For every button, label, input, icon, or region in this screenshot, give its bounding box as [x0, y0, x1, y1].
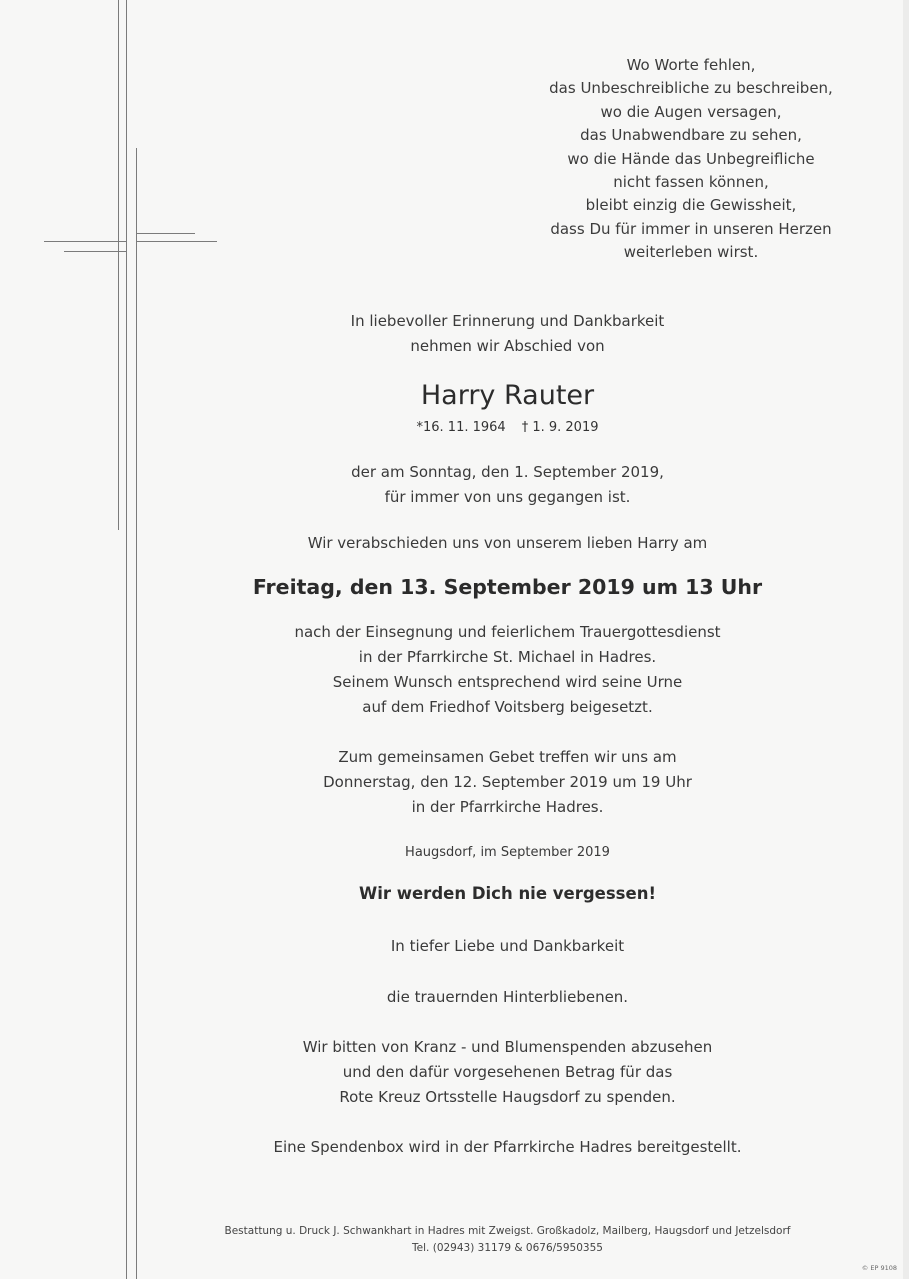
poem-line: wo die Augen versagen, [600, 102, 782, 121]
poem-line: wo die Hände das Unbegreifliche [567, 149, 815, 168]
place-date: Haugsdorf, im September 2019 [405, 845, 610, 860]
poem-line: nicht fassen können, [613, 173, 769, 192]
poem-line: das Unabwendbare zu sehen, [580, 126, 802, 145]
remembrance-line: Wir werden Dich nie vergessen! [359, 884, 656, 903]
life-dates [220, 418, 795, 438]
death-notice-line: für immer von uns gegangen ist. [384, 488, 631, 506]
cross-vertical-line [136, 148, 137, 1279]
death-notice [220, 460, 795, 510]
farewell-text: Wir verabschieden uns von unserem lieben Harry am [307, 534, 708, 552]
poem-line: bleibt einzig die Gewissheit, [585, 196, 797, 215]
cross-horizontal-line [137, 233, 195, 234]
poem-line: Wo Worte fehlen, [626, 56, 756, 74]
intro-line: nehmen wir Abschied von [410, 337, 605, 355]
ceremony-text [220, 620, 795, 720]
ceremony-line: nach der Einsegnung und feierlichem Trauergottesdienst [294, 623, 721, 641]
donation-text [220, 1035, 795, 1110]
deceased-name: Harry Rauter [420, 380, 595, 411]
poem-line: weiterleben wirst. [623, 243, 759, 262]
love-line: In tiefer Liebe und Dankbarkeit [390, 937, 625, 955]
donation-line: und den dafür vorgesehenen Betrag für das [342, 1063, 673, 1081]
death-date: † 1. 9. 2019 [521, 420, 599, 435]
cross-horizontal-line [64, 251, 126, 252]
prayer-text [220, 745, 795, 820]
donation-line: Wir bitten von Kranz - und Blumenspenden abzusehen [302, 1038, 713, 1056]
birth-date: *16. 11. 1964 [416, 420, 506, 435]
intro-line: In liebevoller Erinnerung und Dankbarkeit [350, 312, 665, 330]
cross-vertical-line [118, 0, 119, 530]
funeral-datetime: Freitag, den 13. September 2019 um 13 Uhr [252, 575, 763, 599]
donation-box-text: Eine Spendenbox wird in der Pfarrkirche Hadres bereitgestellt. [273, 1138, 742, 1156]
cross-vertical-line [126, 0, 127, 1279]
intro-text [220, 309, 795, 359]
prayer-line: in der Pfarrkirche Hadres. [411, 798, 604, 816]
poem [540, 54, 842, 265]
prayer-line: Donnerstag, den 12. September 2019 um 19 Uhr [323, 773, 692, 791]
page-edge [903, 0, 909, 1279]
footer-line: Tel. (02943) 31179 & 0676/5950355 [412, 1242, 603, 1254]
ceremony-line: in der Pfarrkirche St. Michael in Hadres. [358, 648, 657, 666]
death-notice-line: der am Sonntag, den 1. September 2019, [351, 463, 664, 481]
cross-horizontal-line [137, 241, 217, 242]
donation-line: Rote Kreuz Ortsstelle Haugsdorf zu spenden. [339, 1088, 676, 1106]
prayer-line: Zum gemeinsamen Gebet treffen wir uns am [338, 748, 677, 766]
poem-line: dass Du für immer in unseren Herzen [550, 219, 832, 238]
mourners-line: die trauernden Hinterbliebenen. [386, 988, 629, 1006]
funeral-home-footer [160, 1223, 855, 1257]
poem-line: das Unbeschreibliche zu beschreiben, [549, 79, 833, 98]
footer-line: Bestattung u. Druck J. Schwankhart in Hadres mit Zweigst. Großkadolz, Mailberg, Haugsdorf und Jetzelsdorf [224, 1225, 791, 1237]
cross-horizontal-line [44, 241, 126, 242]
ceremony-line: auf dem Friedhof Voitsberg beigesetzt. [362, 698, 653, 716]
print-code: © EP 9108 [861, 1264, 897, 1272]
ceremony-line: Seinem Wunsch entsprechend wird seine Urne [332, 673, 683, 691]
